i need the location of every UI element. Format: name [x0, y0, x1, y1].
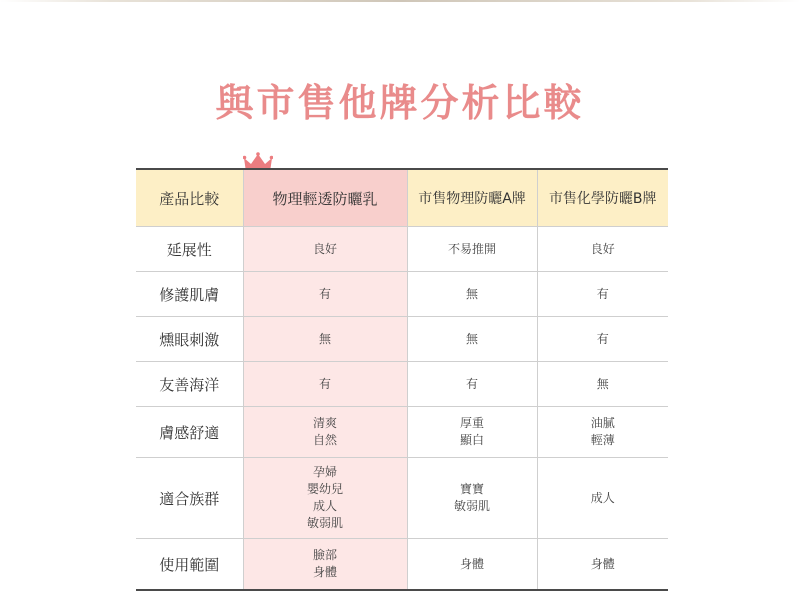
cell-text: 有: [465, 376, 478, 391]
top-divider: [0, 0, 800, 2]
cell-text: 無: [465, 331, 478, 346]
cell-text: 有: [318, 376, 331, 391]
table-row: [136, 539, 668, 591]
cell-text: 清爽: [312, 416, 337, 430]
cell-text: 無: [318, 331, 331, 346]
cell-text: 不易推開: [447, 241, 496, 256]
comparison-table: [136, 168, 668, 591]
row-feature-label: 適合族群: [136, 458, 243, 539]
cell-product: [243, 227, 407, 272]
cell-text: 臉部: [312, 548, 337, 562]
cell-brand-a: [407, 407, 537, 458]
cell-brand-b: [537, 407, 668, 458]
cell-product: [243, 539, 407, 591]
header-feature: 產品比較: [136, 169, 243, 227]
cell-text: 身體: [459, 556, 484, 571]
cell-text: 有: [596, 331, 609, 346]
cell-text: 自然: [312, 433, 337, 447]
table-row: [136, 227, 668, 272]
cell-brand-b: [537, 362, 668, 407]
cell-product: [243, 317, 407, 362]
cell-product: [243, 407, 407, 458]
cell-brand-a: [407, 272, 537, 317]
table-row: [136, 317, 668, 362]
row-feature-label: 燻眼刺激: [136, 317, 243, 362]
cell-brand-b: [537, 272, 668, 317]
cell-brand-b: [537, 227, 668, 272]
cell-text: 無: [465, 286, 478, 301]
cell-text: 輕薄: [590, 433, 615, 447]
cell-brand-b: [537, 317, 668, 362]
header-brand-a: 市售物理防曬A牌: [407, 169, 537, 227]
header-product: 物理輕透防曬乳: [243, 169, 407, 227]
cell-brand-b: [537, 539, 668, 591]
cell-text: 身體: [312, 565, 337, 579]
cell-text: 敏弱肌: [453, 499, 490, 513]
cell-text: 孕婦: [312, 465, 337, 479]
cell-text: 無: [596, 376, 609, 391]
cell-text: 成人: [590, 490, 615, 505]
cell-text: 成人: [312, 499, 337, 513]
header-brand-b: 市售化學防曬B牌: [537, 169, 668, 227]
cell-brand-a: [407, 458, 537, 539]
cell-text: 良好: [590, 241, 615, 256]
cell-brand-a: [407, 317, 537, 362]
cell-text: 身體: [590, 556, 615, 571]
cell-brand-a: [407, 539, 537, 591]
cell-text: 顯白: [459, 433, 484, 447]
cell-text: 嬰幼兒: [306, 482, 343, 496]
cell-product: [243, 362, 407, 407]
table-row: [136, 458, 668, 539]
cell-brand-a: [407, 227, 537, 272]
table-row: [136, 362, 668, 407]
cell-text: 良好: [312, 241, 337, 256]
cell-text: 有: [318, 286, 331, 301]
row-feature-label: 友善海洋: [136, 362, 243, 407]
cell-text: 有: [596, 286, 609, 301]
cell-text: 寶寶: [459, 482, 484, 496]
table-header-row: [136, 169, 668, 227]
cell-text: 厚重: [459, 416, 484, 430]
row-feature-label: 使用範圍: [136, 539, 243, 591]
table-row: [136, 272, 668, 317]
cell-product: [243, 272, 407, 317]
page-title: 與市售他牌分析比較: [215, 81, 585, 125]
cell-text: 敏弱肌: [306, 516, 343, 530]
table-row: [136, 407, 668, 458]
row-feature-label: 修護肌膚: [136, 272, 243, 317]
row-feature-label: 延展性: [136, 227, 243, 272]
cell-product: [243, 458, 407, 539]
row-feature-label: 膚感舒適: [136, 407, 243, 458]
cell-text: 油膩: [590, 416, 615, 430]
cell-brand-a: [407, 362, 537, 407]
cell-brand-b: [537, 458, 668, 539]
